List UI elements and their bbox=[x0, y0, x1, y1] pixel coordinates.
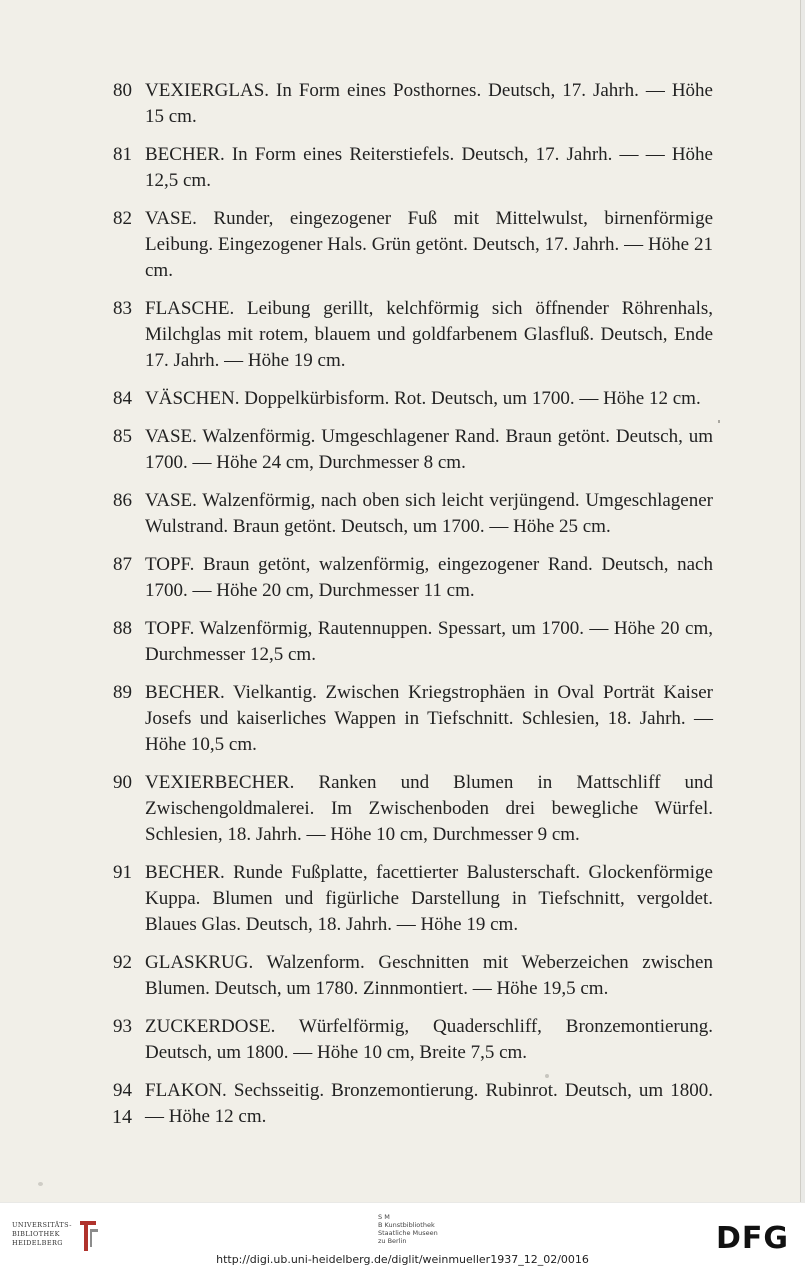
catalog-entry bbox=[113, 616, 713, 668]
entry-text: VEXIERBECHER. Ranken und Blumen in Mattschliff und Zwischengoldmalerei. Im Zwischenboden drei bewegliche Würfel. Schlesien, 18. Jahrh. — Höhe 10 cm, Durchmesser 9 cm. bbox=[145, 772, 713, 845]
entry-text: GLASKRUG. Walzenform. Geschnitten mit Weberzeichen zwischen Blumen. Deutsch, um 1780. Zinnmontiert. — Höhe 19,5 cm. bbox=[145, 952, 713, 999]
university-emblem-icon bbox=[76, 1217, 100, 1253]
page-number: 14 bbox=[112, 1106, 132, 1128]
entry-text: VÄSCHEN. Doppelkürbisform. Rot. Deutsch, um 1700. — Höhe 12 cm. bbox=[145, 388, 701, 409]
university-library-name: UNIVERSITÄTS- BIBLIOTHEK HEIDELBERG bbox=[12, 1221, 72, 1247]
paper-speck bbox=[38, 1182, 43, 1186]
catalog-entry bbox=[113, 206, 713, 284]
catalog-entry bbox=[113, 386, 713, 412]
source-url[interactable]: http://digi.ub.uni-heidelberg.de/diglit/weinmueller1937_12_02/0016 bbox=[216, 1253, 589, 1266]
entry-number: 81 bbox=[113, 144, 132, 165]
catalog-entry bbox=[113, 950, 713, 1002]
entry-number: 94 bbox=[113, 1080, 132, 1101]
entry-number: 91 bbox=[113, 862, 132, 883]
entry-number: 85 bbox=[113, 426, 132, 447]
entry-number: 88 bbox=[113, 618, 132, 639]
catalog-entry bbox=[113, 424, 713, 476]
catalog-entry bbox=[113, 142, 713, 194]
entry-text: VEXIERGLAS. In Form eines Posthornes. Deutsch, 17. Jahrh. — Höhe 15 cm. bbox=[145, 80, 713, 127]
paper-speck bbox=[718, 420, 720, 423]
entry-text: TOPF. Walzenförmig, Rautennuppen. Spessart, um 1700. — Höhe 20 cm, Durchmesser 12,5 cm. bbox=[145, 618, 713, 665]
entry-text: FLAKON. Sechsseitig. Bronzemontierung. Rubinrot. Deutsch, um 1800. — Höhe 12 cm. bbox=[145, 1080, 713, 1127]
catalog-entry bbox=[113, 488, 713, 540]
catalog-entry bbox=[113, 296, 713, 374]
catalog-entry bbox=[113, 1078, 713, 1130]
entry-number: 93 bbox=[113, 1016, 132, 1037]
university-library-logo bbox=[12, 1217, 102, 1255]
entry-text: TOPF. Braun getönt, walzenförmig, eingezogener Rand. Deutsch, nach 1700. — Höhe 20 cm, Durchmesser 11 cm. bbox=[145, 554, 713, 601]
catalog-entry bbox=[113, 770, 713, 848]
entry-number: 82 bbox=[113, 208, 132, 229]
entry-number: 86 bbox=[113, 490, 132, 511]
catalog-entry bbox=[113, 680, 713, 758]
catalog-entries bbox=[113, 78, 713, 1142]
catalog-entry bbox=[113, 1014, 713, 1066]
entry-number: 90 bbox=[113, 772, 132, 793]
dfg-logo: DFG bbox=[716, 1221, 790, 1256]
entry-number: 92 bbox=[113, 952, 132, 973]
entry-text: VASE. Walzenförmig, nach oben sich leicht verjüngend. Umgeschlagener Wulstrand. Braun getönt. Deutsch, um 1700. — Höhe 25 cm. bbox=[145, 490, 713, 537]
entry-number: 80 bbox=[113, 80, 132, 101]
entry-number: 89 bbox=[113, 682, 132, 703]
entry-text: ZUCKERDOSE. Würfelförmig, Quaderschliff, Bronzemontierung. Deutsch, um 1800. — Höhe 10 cm, Breite 7,5 cm. bbox=[145, 1016, 713, 1063]
entry-text: VASE. Walzenförmig. Umgeschlagener Rand. Braun getönt. Deutsch, um 1700. — Höhe 24 cm, Durchmesser 8 cm. bbox=[145, 426, 713, 473]
entry-number: 83 bbox=[113, 298, 132, 319]
catalog-entry bbox=[113, 860, 713, 938]
scan-footer bbox=[0, 1203, 805, 1267]
catalog-entry bbox=[113, 552, 713, 604]
scan-source-info: S M B Kunstbibliothek Staatliche Museen zu Berlin bbox=[378, 1213, 438, 1245]
entry-text: BECHER. Runde Fußplatte, facettierter Balusterschaft. Glockenförmige Kuppa. Blumen und figürliche Darstellung in Tiefschnitt, vergoldet. Blaues Glas. Deutsch, 18. Jahrh. — Höhe 19 cm. bbox=[145, 862, 713, 935]
entry-number: 87 bbox=[113, 554, 132, 575]
entry-text: VASE. Runder, eingezogener Fuß mit Mittelwulst, birnenförmige Leibung. Eingezogener Hals. Grün getönt. Deutsch, 17. Jahrh. — Höhe 21 cm. bbox=[145, 208, 713, 281]
catalog-entry bbox=[113, 78, 713, 130]
entry-number: 84 bbox=[113, 388, 132, 409]
paper-speck bbox=[545, 1074, 549, 1078]
entry-text: BECHER. Vielkantig. Zwischen Kriegstrophäen in Oval Porträt Kaiser Josefs und kaiserliches Wappen in Tiefschnitt. Schlesien, 18. Jahrh. — Höhe 10,5 cm. bbox=[145, 682, 713, 755]
entry-text: BECHER. In Form eines Reiterstiefels. Deutsch, 17. Jahrh. — — Höhe 12,5 cm. bbox=[145, 144, 713, 191]
entry-text: FLASCHE. Leibung gerillt, kelchförmig sich öffnender Röhrenhals, Milchglas mit rotem, blauem und goldfarbenem Glasfluß. Deutsch, Ende 17. Jahrh. — Höhe 19 cm. bbox=[145, 298, 713, 371]
